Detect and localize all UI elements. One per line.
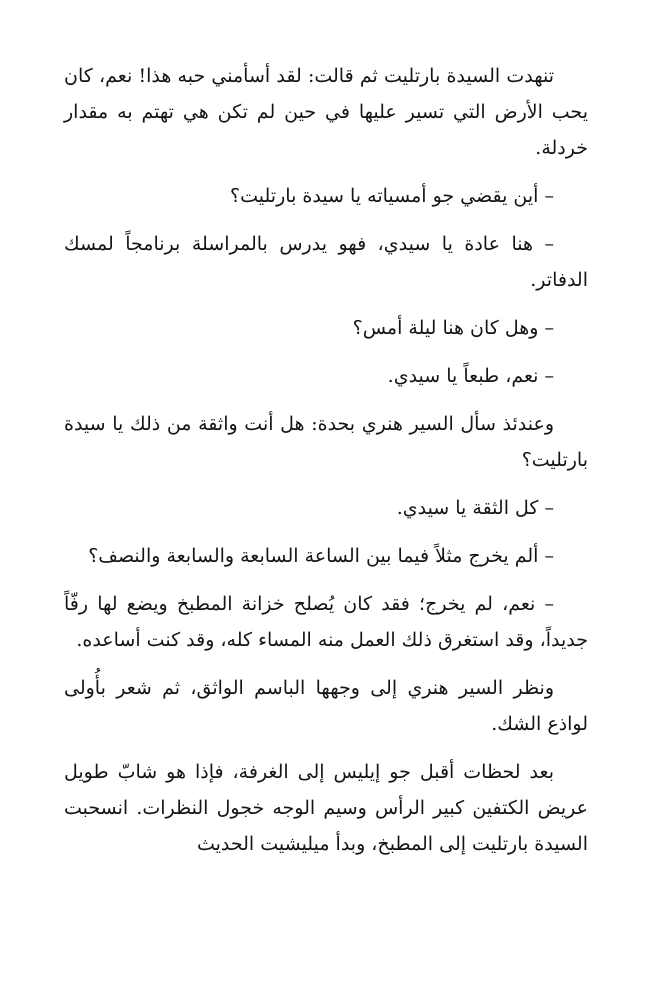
paragraph-dialogue-question-evenings: – أين يقضي جو أمسياته يا سيدة بارتليت؟ bbox=[230, 185, 554, 207]
paragraph-dialogue-answer-confidence: – كل الثقة يا سيدي. bbox=[396, 497, 554, 519]
paragraph-dialogue-question-last-night: – وهل كان هنا ليلة أمس؟ bbox=[352, 317, 554, 339]
paragraph-narration-henry-asks: وعندئذ سأل السير هنري بحدة: هل أنت واثقة من ذلك يا سيدة بارتليت؟ bbox=[64, 413, 588, 471]
paragraph-dialogue-answer-kitchen: – نعم، لم يخرج؛ فقد كان يُصلح خزانة المطبخ ويضع لها رفّاً جديداً، وقد استغرق ذلك العمل منه المساء كله، وقد كنت أساعده. bbox=[64, 593, 588, 651]
book-page bbox=[64, 58, 588, 862]
paragraph-narration-joe-enters: بعد لحظات أقبل جو إيليس إلى الغرفة، فإذا هو شابّ طويل عريض الكتفين كبير الرأس وسيم الوجه خجول النظرات. انسحبت السيدة بارتليت إلى المطبخ، وبدأ ميليشيت الحديث bbox=[64, 761, 588, 855]
paragraph-dialogue-question-went-out: – ألم يخرج مثلاً فيما بين الساعة السابعة والسابعة والنصف؟ bbox=[88, 545, 554, 567]
paragraph-dialogue-answer-yes: – نعم، طبعاً يا سيدي. bbox=[387, 365, 554, 387]
paragraph-narration-doubt: ونظر السير هنري إلى وجهها الباسم الواثق، ثم شعر بأُولى لواذع الشك. bbox=[64, 677, 588, 735]
paragraph-narration-sigh: تنهدت السيدة بارتليت ثم قالت: لقد أسأمني حبه هذا! نعم، كان يحب الأرض التي تسير عليها في حين لم تكن هي تهتم به مقدار خردلة. bbox=[64, 65, 588, 159]
paragraph-dialogue-answer-study: – هنا عادة يا سيدي، فهو يدرس بالمراسلة برنامجاً لمسك الدفاتر. bbox=[64, 233, 588, 291]
